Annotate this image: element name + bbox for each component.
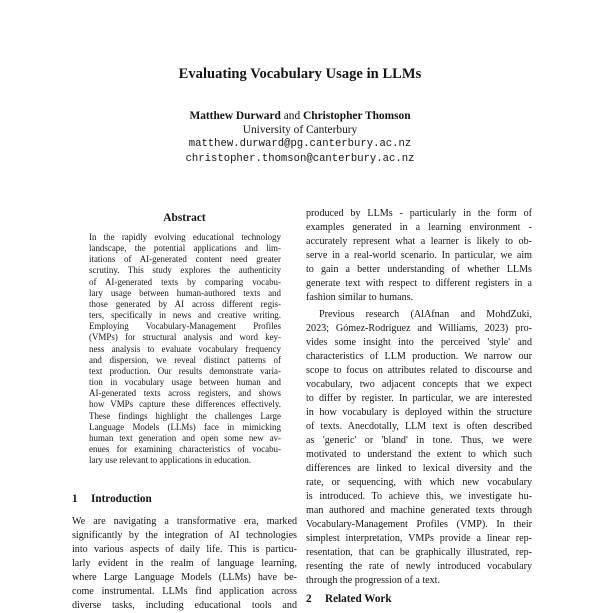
abstract-line: ness analysis to evaluate vocabulary frequency [89, 343, 281, 354]
body-line: resentation, that can be graphically illustrated, rep- [306, 547, 532, 558]
abstract-line: and dispersion, we reveal distinct patterns of [89, 354, 281, 365]
introduction-text [72, 515, 297, 613]
body-line: accurately represent what a learner is likely to ob- [306, 236, 532, 247]
section-title: Introduction [91, 493, 152, 505]
body-line: is introduced. To achieve this, we investigate hu- [306, 491, 532, 502]
abstract-line: of AI-generated texts by comparing vocabu- [89, 276, 281, 287]
section-title: Related Work [325, 593, 392, 605]
body-line: scope to focus on attributes related to discourse and [306, 365, 532, 376]
body-line: simplest interpretation, VMPs provide a linear rep- [306, 533, 532, 544]
body-line: generate text with respect to different registers in a [306, 278, 532, 289]
section-number: 2 [306, 593, 312, 605]
body-line: to gain a better understanding of whether LLMs [306, 264, 532, 275]
abstract-line: tion in vocabulary usage between human and [89, 377, 281, 388]
abstract-line: lary usage between human-authored texts and [89, 287, 281, 298]
body-line: characteristics of LLM production. We narrow our [306, 351, 532, 362]
body-line: differences are linked to lexical diversity and the [306, 463, 532, 474]
body-line: man authored and machine generated texts through [306, 505, 532, 516]
body-line: significantly by the integration of AI technologies [72, 530, 297, 541]
body-line: as 'generic' or 'bland' in tone. Thus, we were [306, 435, 532, 446]
paper-title: Evaluating Vocabulary Usage in LLMs [178, 66, 422, 82]
body-line: produced by LLMs - particularly in the form of [306, 208, 532, 219]
abstract-line: scrutiny. This study explores the authenticity [89, 265, 281, 276]
body-line: fashion similar to humans. [306, 292, 414, 303]
abstract-line: These findings highlight the challenges Large [89, 410, 281, 421]
right-column-text [306, 207, 532, 588]
abstract-line: AI-generated texts across registers, and shows [89, 388, 281, 399]
body-line: We are navigating a transformative era, marked [72, 516, 297, 527]
author-block [0, 109, 600, 166]
abstract-text [89, 232, 281, 466]
body-line: vocabulary, two adjacent concepts that we expect [306, 379, 532, 390]
abstract-line: (VMPs) for structural analysis and word key- [89, 332, 281, 343]
body-line: where Large Language Models (LLMs) have be- [72, 572, 297, 583]
author-name: Matthew Durward [189, 110, 281, 122]
abstract-line: enues for examining characteristics of vocabu- [89, 443, 281, 454]
body-line: larly evident in the realm of language learning, [72, 558, 297, 569]
body-line: Vocabulary-Management Profiles (VMP). In their [306, 519, 532, 530]
section-number: 1 [72, 493, 78, 505]
body-line: rate, or sequencing, with which new vocabulary [306, 477, 532, 488]
email-address: matthew.durward@pg.canterbury.ac.nz [188, 138, 412, 151]
section-heading-related-work [306, 593, 392, 605]
body-line: through the progression of a text. [306, 575, 440, 586]
abstract-line: how VMPs capture these differences effectively. [89, 399, 281, 410]
abstract-line: Employing Vocabulary-Management Profiles [89, 321, 281, 332]
abstract-line: text production. Our results demonstrate varia- [89, 365, 281, 376]
body-line: come instrumental. LLMs find application across [72, 586, 297, 597]
body-line: diverse tasks, including educational tools and [72, 600, 297, 611]
body-line: resenting the rate of newly introduced vocabulary [306, 561, 532, 572]
abstract-line: landscape, the potential applications and lim- [89, 243, 281, 254]
body-line: motivated to understand the extent to which such [306, 449, 532, 460]
author-conjunction: and [283, 110, 301, 122]
body-line: vides some insight into the perceived 'style' and [306, 337, 532, 348]
abstract-line: those generated by AI across different regis- [89, 298, 281, 309]
abstract-line: In the rapidly evolving educational technology [89, 232, 281, 242]
email-address: christopher.thomson@canterbury.ac.nz [185, 152, 415, 165]
body-line: examples generated in a learning environment - [306, 222, 532, 233]
section-heading-introduction [72, 493, 152, 505]
author-line [0, 109, 600, 123]
affiliation: University of Canterbury [242, 124, 358, 137]
abstract-line: Language Models (LLMs) face in mimicking [89, 421, 281, 432]
paragraph [306, 207, 532, 305]
abstract-line: lary use relevant to applications in education. [89, 455, 252, 466]
body-line: serve in a real-world scenario. In particular, we aim [306, 250, 532, 261]
abstract-line: human text generation and open some new av- [89, 432, 281, 443]
body-line: of texts. Anecdotally, LLM text is often described [306, 421, 532, 432]
body-line: to differ by register. In particular, we are interested [306, 393, 532, 404]
body-line: into various aspects of daily life. This is particu- [72, 544, 297, 555]
abstract-line: itations of AI-generated content need greater [89, 254, 281, 265]
paragraph [306, 308, 532, 588]
body-line: 2023; Gómez-Rodríguez and Williams, 2023) pro- [306, 323, 532, 334]
body-line: in how vocabulary is deployed within the structure [306, 407, 532, 418]
abstract-heading: Abstract [163, 212, 206, 224]
author-name: Christopher Thomson [303, 110, 411, 122]
body-line: Previous research (AlAfnan and MohdZuki, [319, 309, 532, 320]
abstract-line: ters, specifically in news and creative writing. [89, 310, 281, 321]
